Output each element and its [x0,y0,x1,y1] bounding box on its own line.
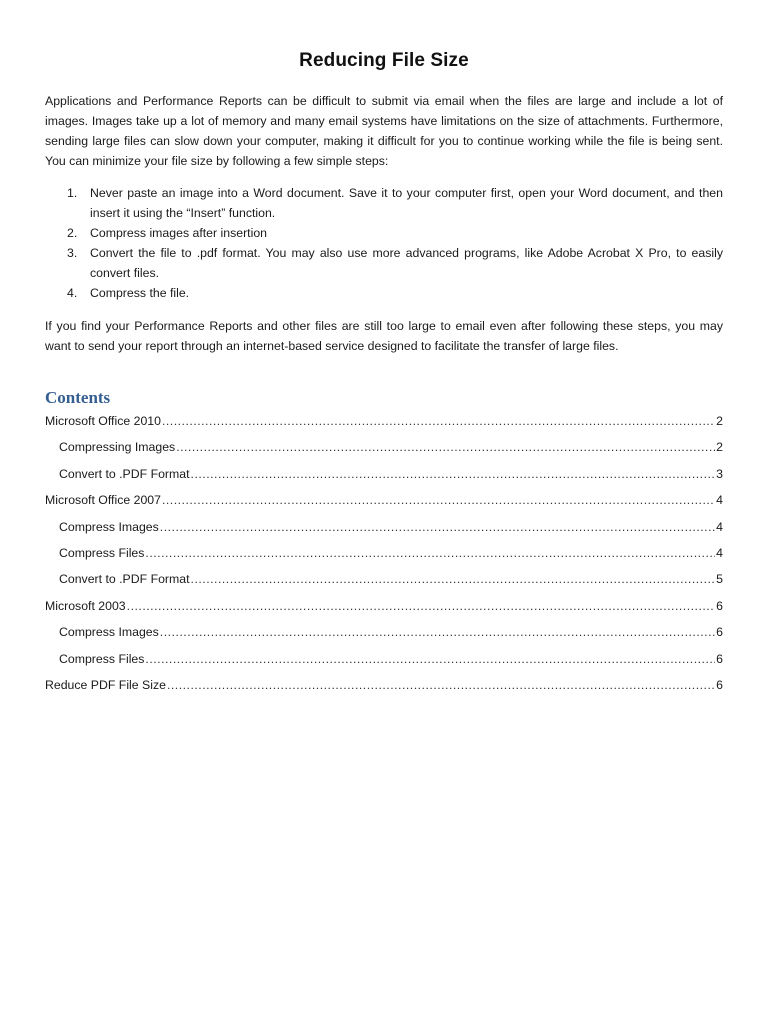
toc-entry-title[interactable]: Compress Images [59,519,159,534]
toc-dot-leader [160,624,715,641]
steps-list [45,183,723,303]
toc-page-number[interactable]: 6 [716,677,723,692]
toc-page-number[interactable]: 2 [716,414,723,428]
list-number: 1. [67,186,78,200]
toc-entry-title[interactable]: Microsoft 2003 [45,598,126,613]
toc-page-number[interactable]: 5 [716,572,723,587]
toc-page-number[interactable]: 6 [716,625,723,640]
table-of-contents [45,413,723,703]
toc-entry-title[interactable]: Microsoft Office 2007 [45,493,161,508]
toc-entry-title[interactable]: Compress Images [59,625,159,640]
toc-dot-leader [162,492,715,509]
toc-entry[interactable] [45,466,723,492]
toc-entry-title[interactable]: Convert to .PDF Format [59,466,190,481]
toc-dot-leader [160,519,715,536]
list-number: 4. [67,286,78,300]
list-item [45,283,723,303]
list-item [45,243,723,283]
toc-page-number[interactable]: 6 [716,598,723,613]
toc-page-number[interactable]: 2 [716,440,723,455]
list-number: 3. [67,246,78,260]
toc-entry-title[interactable]: Convert to .PDF Format [59,572,190,587]
toc-entry-title[interactable]: Compress Files [59,545,145,560]
toc-entry[interactable] [45,677,723,703]
list-item-text: Never paste an image into a Word document. Save it to your computer first, open your Word document, and then insert it using the “Insert” function. [90,186,723,220]
toc-page-number[interactable]: 4 [716,519,723,534]
toc-entry[interactable] [45,519,723,545]
toc-page-number[interactable]: 4 [716,545,723,560]
toc-entry[interactable] [45,492,723,518]
toc-entry-title[interactable]: Microsoft Office 2010 [45,414,161,428]
list-item-text: Compress images after insertion [90,226,268,240]
toc-entry[interactable] [45,571,723,597]
intro-paragraph: Applications and Performance Reports can be difficult to submit via email when the files are large and include a lot of images. Images take up a lot of memory and many email systems have limitations on the size of attachments. Furthermore, sending large files can slow down your computer, making it difficult for you to continue working while the file is being sent. You can minimize your file size by following a few simple steps: [45,94,723,168]
toc-dot-leader [167,677,715,694]
toc-page-number[interactable]: 3 [716,466,723,481]
toc-entry[interactable] [45,651,723,677]
document-title: Reducing File Size [299,50,469,71]
toc-dot-leader [127,598,716,615]
list-item-text: Convert the file to .pdf format. You may also use more advanced programs, like Adobe Acrobat X Pro, to easily convert files. [90,246,723,280]
list-item-text: Compress the file. [90,286,190,300]
toc-dot-leader [191,466,716,483]
toc-entry-title[interactable]: Compress Files [59,651,145,666]
toc-entry[interactable] [45,545,723,571]
toc-dot-leader [191,571,716,588]
closing-paragraph: If you find your Performance Reports and other files are still too large to email even after following these steps, you may want to send your report through an internet-based service designed to facilitate the transfer of large files. [45,319,723,353]
toc-entry[interactable] [45,598,723,624]
toc-dot-leader [145,545,715,562]
toc-dot-leader [162,413,715,430]
toc-dot-leader [145,651,715,668]
toc-entry-title[interactable]: Compressing Images [59,440,176,455]
list-item [45,223,723,243]
toc-entry[interactable] [45,624,723,650]
contents-heading: Contents [45,388,111,407]
toc-entry[interactable] [45,439,723,465]
list-item [45,183,723,223]
list-number: 2. [67,226,78,240]
toc-page-number[interactable]: 6 [716,651,723,666]
toc-page-number[interactable]: 4 [716,493,723,508]
toc-entry-title[interactable]: Reduce PDF File Size [45,677,166,692]
toc-entry[interactable] [45,413,723,439]
toc-dot-leader [176,439,715,456]
